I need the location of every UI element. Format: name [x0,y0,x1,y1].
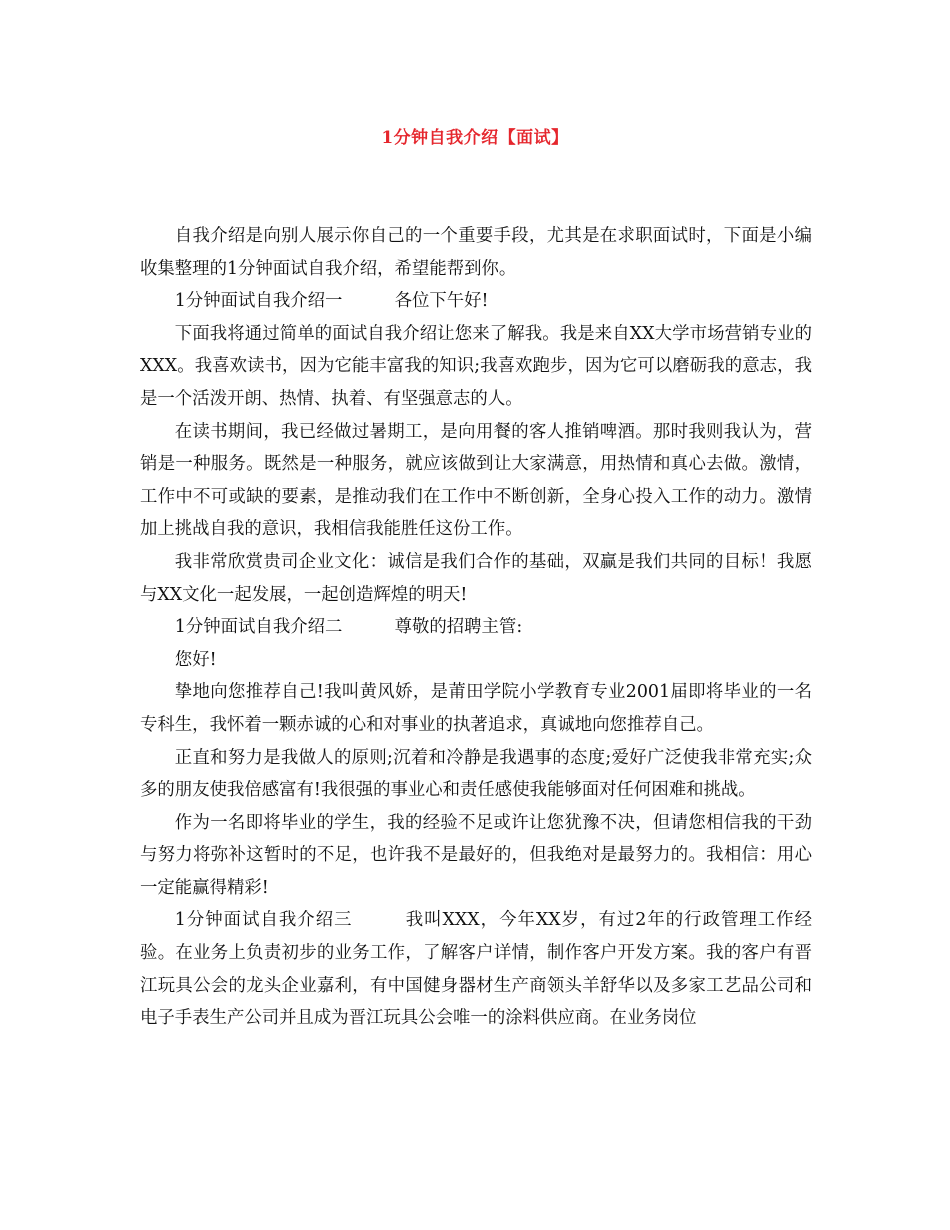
sample-three-heading: 1分钟面试自我介绍三 [174,910,353,931]
sample-one-heading-line [140,285,812,318]
sample-two-paragraph: 正直和努力是我做人的原则;沉着和冷静是我遇事的态度;爱好广泛使我非常充实;众多的朋友使我倍感富有!我很强的事业心和责任感使我能够面对任何困难和挑战。 [140,747,812,801]
sample-two-greeting: 尊敬的招聘主管: [394,617,523,638]
sample-one-heading: 1分钟面试自我介绍一 [174,291,343,312]
sample-one-greeting: 各位下午好! [394,291,489,312]
intro-paragraph: 自我介绍是向别人展示你自己的一个重要手段，尤其是在求职面试时，下面是小编收集整理的1分钟面试自我介绍，希望能帮到你。 [140,226,812,279]
sample-two-heading: 1分钟面试自我介绍二 [174,617,343,638]
document-title: 1分钟自我介绍【面试】 [381,128,569,148]
sample-two-paragraph: 作为一名即将毕业的学生，我的经验不足或许让您犹豫不决，但请您相信我的干劲与努力将弥补这暂时的不足，也许我不是最好的，但我绝对是最努力的。我相信：用心一定能赢得精彩! [140,812,812,898]
sample-one-paragraph: 下面我将通过简单的面试自我介绍让您来了解我。我是来自XX大学市场营销专业的XXX。我喜欢读书，因为它能丰富我的知识;我喜欢跑步，因为它可以磨砺我的意志，我是一个活泼开朗、热情、执着、有坚强意志的人。 [140,323,812,409]
sample-two-salutation: 您好! [174,649,217,670]
sample-two-paragraph: 挚地向您推荐自己!我叫黄风娇，是莆田学院小学教育专业2001届即将毕业的一名专科生，我怀着一颗赤诚的心和对事业的执著追求，真诚地向您推荐自己。 [140,682,812,735]
sample-three-text: 我叫XXX，今年XX岁，有过2年的行政管理工作经验。在业务上负责初步的业务工作，了解客户详情，制作客户开发方案。我的客户有晋江玩具公会的龙头企业嘉利，有中国健身器材生产商领头羊舒华以及多家工艺品公司和电子手表生产公司并且成为晋江玩具公会唯一的涂料供应商。在业务岗位 [140,910,812,1029]
sample-one-paragraph: 我非常欣赏贵司企业文化：诚信是我们合作的基础，双赢是我们共同的目标！我愿与XX文化一起发展，一起创造辉煌的明天! [140,551,812,605]
sample-three-paragraph [140,904,812,1034]
document-body [140,220,812,1035]
sample-two-heading-line [140,611,812,644]
sample-one-paragraph: 在读书期间，我已经做过暑期工，是向用餐的客人推销啤酒。那时我则我认为，营销是一种服务。既然是一种服务，就应该做到让大家满意，用热情和真心去做。激情，工作中不可或缺的要素，是推动我们在工作中不断创新，全身心投入工作的动力。激情加上挑战自我的意识，我相信我能胜任这份工作。 [140,421,812,540]
